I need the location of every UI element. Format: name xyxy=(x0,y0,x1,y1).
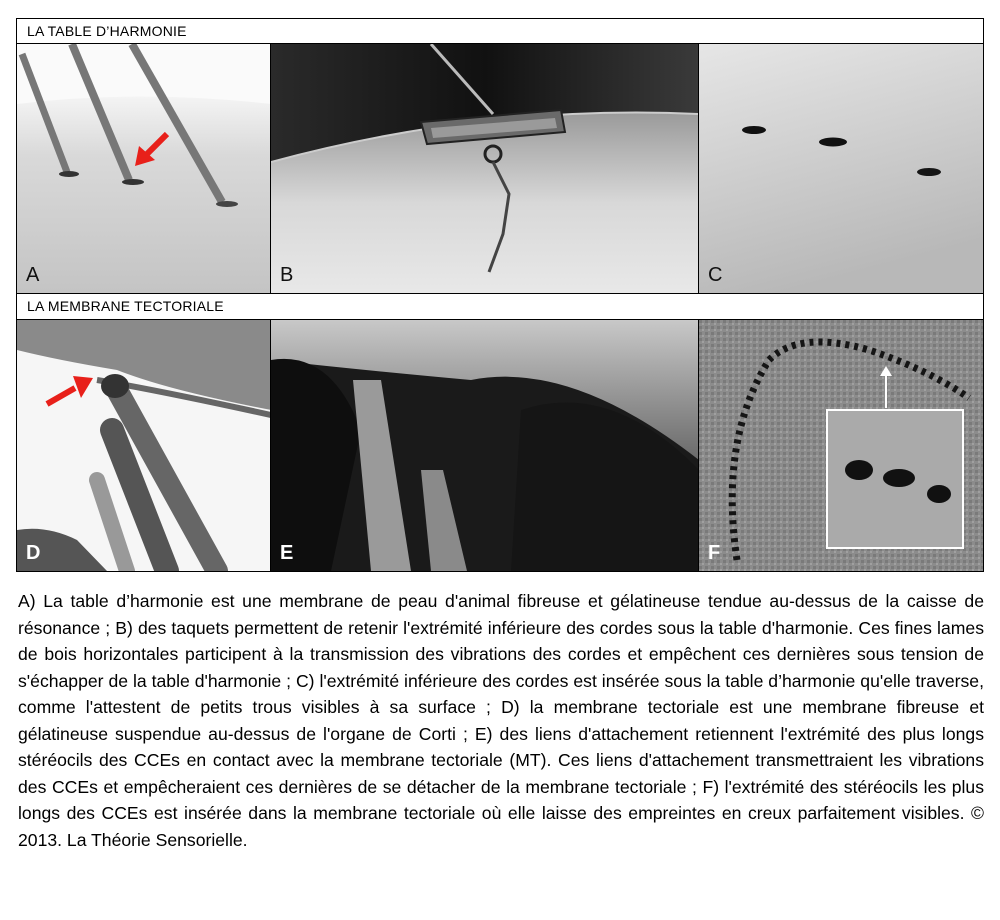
panel-label-f: F xyxy=(708,542,721,564)
panel-e xyxy=(271,320,699,571)
panel-b xyxy=(271,44,699,293)
panel-a xyxy=(17,44,271,293)
panel-c-image xyxy=(699,44,983,293)
section-title-membrane-tectoriale: LA MEMBRANE TECTORIALE xyxy=(16,294,984,320)
panel-label-e: E xyxy=(280,542,294,564)
figure-caption: A) La table d’harmonie est une membrane de peau d'animal fibreuse et gélatineuse tendue au-dessus de la caisse de résonance ; B) des taquets permettent de retenir l'extrémité inférieure des cordes sous la table d'harmonie. Ces fines lames de bois horizontales participent à la transmission des vibrations des cordes et empêchent ces dernières sous tension de s'échapper de la table d'harmonie ; C) l'extrémité inférieure des cordes est insérée sous la table d’harmonie qu'elle traverse, comme l'attestent de petits trous visibles à sa surface ; D) la membrane tectoriale est une membrane fibreuse et gélatineuse suspendue au-dessus de l'organe de Corti ; E) des liens d'attachement retiennent l'extrémité des plus longs stéréocils des CCEs en contact avec la membrane tectoriale (MT). Ces liens d'attachement transmettraient les vibrations des CCEs et empêcheraient ces dernières de se détacher de la membrane tectoriale ; F) l'extrémité des stéréocils les plus longs des CCEs est insérée dans la membrane tectoriale où elle laisse des empreintes en creux parfaitement visibles. © 2013. La Théorie Sensorielle. xyxy=(18,591,984,850)
panel-f-image xyxy=(699,320,983,571)
panel-label-b: B xyxy=(280,264,294,286)
panel-c xyxy=(699,44,983,293)
panel-label-a: A xyxy=(26,264,40,286)
panel-label-c: C xyxy=(708,264,723,286)
row-membrane-tectoriale xyxy=(16,320,984,572)
section-title-table-harmonie: LA TABLE D’HARMONIE xyxy=(16,18,984,44)
row-table-harmonie xyxy=(16,44,984,294)
panel-a-image xyxy=(17,44,271,293)
panel-f xyxy=(699,320,983,571)
panel-e-image xyxy=(271,320,699,571)
figure xyxy=(16,18,984,572)
panel-label-d: D xyxy=(26,542,41,564)
panel-d-image xyxy=(17,320,271,571)
panel-d xyxy=(17,320,271,571)
panel-b-image xyxy=(271,44,699,293)
